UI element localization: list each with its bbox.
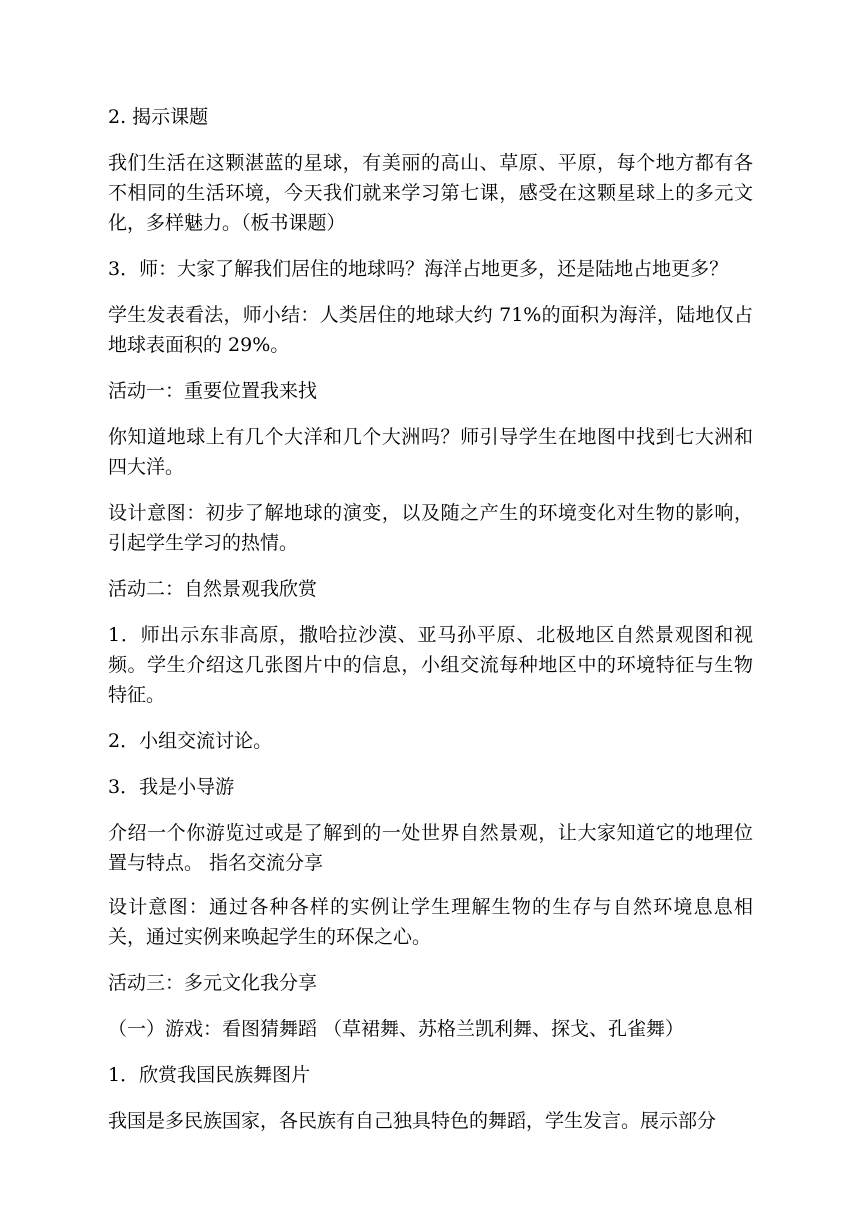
activity-two-step-two: 2．小组交流讨论。 (108, 730, 273, 752)
activity-one-task: 你知道地球上有几个大洋和几个大洲吗？师引导学生在地图中找到七大洲和四大洋。 (108, 426, 753, 478)
intro-paragraph: 我们生活在这颗湛蓝的星球，有美丽的高山、草原、平原，每个地方都有各不相同的生活环境，今天我们就来学习第七课，感受在这颗星球上的多元文化，多样魅力。（板书课题） (108, 152, 753, 234)
design-intent-one: 设计意图：初步了解地球的演变，以及随之产生的环境变化对生物的影响，引起学生学习的热情。 (108, 502, 753, 554)
folk-dance-text: 我国是多民族国家，各民族有自己独具特色的舞蹈，学生发言。展示部分 (108, 1110, 717, 1132)
reveal-topic-heading: 2. 揭示课题 (108, 106, 209, 128)
tour-guide-task: 介绍一个你游览过或是了解到的一处世界自然景观，让大家知道它的地理位置与特点。 指名交流分享 (108, 822, 753, 874)
activity-two-step-one: 1．师出示东非高原，撒哈拉沙漠、亚马孙平原、北极地区自然景观图和视频。学生介绍这几张图片中的信息，小组交流每种地区中的环境特征与生物特征。 (108, 624, 753, 706)
activity-two-step-three: 3．我是小导游 (108, 776, 235, 798)
teacher-question: 3．师：大家了解我们居住的地球吗？海洋占地更多，还是陆地占地更多？ (108, 258, 729, 280)
activity-one-heading: 活动一：重要位置我来找 (108, 380, 318, 402)
teacher-summary: 学生发表看法，师小结：人类居住的地球大约 71%的面积为海洋，陆地仅占地球表面积的 29%。 (108, 304, 753, 356)
activity-two-heading: 活动二：自然景观我欣赏 (108, 578, 318, 600)
document-page (108, 102, 753, 1152)
game-heading: （一）游戏：看图猜舞蹈 （草裙舞、苏格兰凯利舞、探戈、孔雀舞） (108, 1018, 685, 1040)
activity-three-heading: 活动三：多元文化我分享 (108, 972, 318, 994)
design-intent-two: 设计意图：通过各种各样的实例让学生理解生物的生存与自然环境息息相关，通过实例来唤起学生的环保之心。 (108, 896, 753, 948)
folk-dance-step: 1．欣赏我国民族舞图片 (108, 1064, 311, 1086)
